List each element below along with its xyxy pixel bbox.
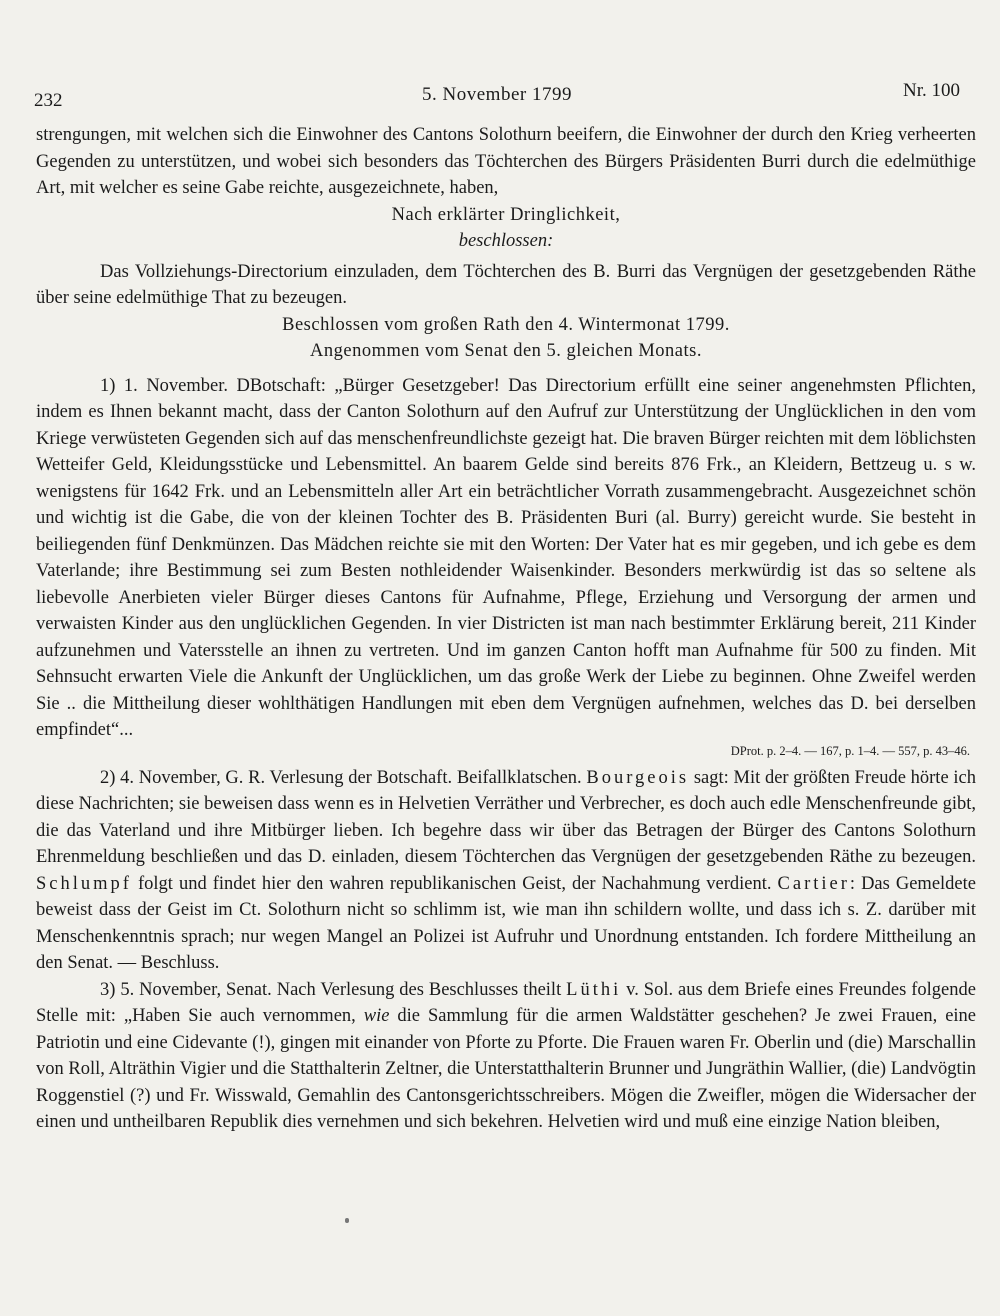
document-body: [36, 122, 976, 1136]
note-2: [36, 765, 976, 977]
note-1-text: Das Directorium erfüllt eine seiner angenehmsten Pflichten, indem es Ihnen bekannt macht, dass der Canton Solothurn auf den Aufruf zur Unterstützung der Unglücklichen in den vom Kriege verwüsteten Gegenden sich auf das menschenfreundlichste gezeigt hat. Die braven Bürger reichten mit dem löblichsten Wetteifer Geld, Kleidungsstücke und Lebensmittel. An baarem Gelde sind bereits 876 Frk., an Kleidern, Bettzeug u. s w. wenigstens für 1642 Frk. und an Lebensmitteln aller Art ein beträchtlicher Vorrath zusammengebracht. Ausgezeichnet schön und wichtig ist die Gabe, die von der kleinen Tochter des B. Präsidenten Buri (al. Burry) gereicht wurde. Sie besteht in beiliegenden fünf Denkmünzen. Das Mädchen reichte sie mit den Worten: Der Vater hat es mir gegeben, und ich gebe es dem Vaterlande; ihre Bestimmung sei zum Besten nothleidender Waisenkinder. Besonders merkwürdig ist das so seltene als liebevolle Anerbieten vieler Bürger dieses Cantons für Aufnahme, Pflege, Erziehung und Versorgung der armen und verwaisten Kinder aus den unglücklichen Gegenden. In vier Districten ist man nach bestimmter Erklärung bereit, 211 Kinder aufzunehmen und Vatersstelle an ihnen zu vertreten. Und im ganzen Canton hofft man Aufnahme für 500 zu finden. Mit Sehnsucht erwarten Viele die Ankunft der Unglücklichen, um das große Werk der Liebe zu beginnen. Ohne Zweifel werden Sie .. die Mittheilung dieser wohlthätigen Handlungen mit eben dem Vergnügen aufnehmen, welches das D. bei derselben empfindet“...: [36, 375, 976, 740]
note-3-emphasis: wie: [363, 1006, 390, 1026]
note-2-text-1: sagt: Mit der größten Freude hörte ich diese Nachrichten; sie beweisen dass wenn es in Helvetien Verräther und Verbrecher, es doch auch edle Menschenfreunde gibt, die das Vaterland und ihre Mitbürger lieben. Ich begehre dass wir über das Betragen der Bürger des Cantons Solothurn Ehrenmeldung beschließen und das D. einladen, diesem Töchterchen das Vergnügen der gesetzgebenden Räthe zu bezeugen.: [36, 767, 976, 867]
note-2-text-2: folgt und findet hier den wahren republikanischen Geist, der Nachahmung verdient.: [131, 873, 778, 894]
note-3-text-1: v. Sol. aus dem Briefe eines Freundes folgende Stelle mit: „Haben Sie auch vernommen,: [36, 979, 976, 1026]
speaker-cartier: Cartier: [777, 873, 850, 894]
urgency-line: Nach erklärter Dringlichkeit,: [391, 204, 621, 225]
note-3: [36, 977, 976, 1136]
adopted-senate: Angenommen vom Senat den 5. gleichen Monats.: [310, 341, 702, 361]
decision-continuation: strengungen, mit welchen sich die Einwohner des Cantons Solothurn beeifern, die Einwohner der durch den Krieg verheerten Gegenden zu unterstützen, und wobei sich besonders das Töchterchen des Bürgers Präsidenten Burri durch die edelmüthige Art, mit welcher es seine Gabe reichte, ausgezeichnete, haben,: [36, 125, 976, 198]
page-header: [34, 80, 960, 116]
note-3-text-2: die Sammlung für die armen Waldstätter geschehen? Je zwei Frauen, eine Patriotin und eine Cidevante (!), gingen mit einander von Pforte zu Pforte. Die Frauen waren Fr. Oberlin und (die) Marschallin von Roll, Alträthin Vigier und die Statthalterin Zeltner, die Unterstatthalterin Brunner und Jungräthin Wallier, (die) Landvögtin Roggenstiel (?) und Fr. Wisswald, Gemahlin des Cantonsgerichtsschreibers. Mögen die Zweifler, mögen die Widersacher der einen und untheilbaren Republik dies vernehmen und sich bekehren. Helvetien wird und muß eine einzige Nation bleiben,: [36, 1006, 977, 1132]
resolution-text: Das Vollziehungs-Directorium einzuladen, dem Töchterchen des B. Burri das Vergnügen der gesetzgebenden Räthe über seine edelmüthige That zu bezeugen.: [36, 261, 976, 308]
note-1-reference: DProt. p. 2–4. — 167, p. 1–4. — 557, p. 43–46.: [730, 743, 970, 758]
speaker-bourgeois: Bourgeois: [586, 767, 690, 788]
ink-speck: [345, 1218, 349, 1223]
document-number: Nr. 100: [903, 80, 960, 101]
note-3-head: 3) 5. November, Senat. Nach Verlesung des Beschlusses theilt: [100, 979, 567, 1000]
note-1-head: 1) 1. November. DBotschaft: „Bürger Gesetzgeber!: [100, 375, 509, 396]
page-number: 232: [34, 90, 63, 111]
note-2-head: 2) 4. November, G. R. Verlesung der Botschaft. Beifallklatschen.: [100, 767, 587, 788]
adopted-council: Beschlossen vom großen Rath den 4. Wintermonat 1799.: [282, 314, 730, 335]
header-date: 5. November 1799: [422, 84, 572, 105]
speaker-schlumpf: Schlumpf: [36, 873, 132, 894]
note-1: [36, 373, 976, 744]
spacer: [36, 365, 976, 373]
resolved-label: beschlossen:: [458, 231, 554, 251]
note-2-text-3: : Das Gemeldete beweist dass der Geist im Ct. Solothurn nicht so schlimm ist, wie man ihn schildern wollte, und dass ich s. Z. darüber mit Menschenkenntnis sprach; nur wegen Mangel an Polizei ist Aufruhr und Unordnung entstanden. Ich fordere Mittheilung an den Senat. — Beschluss.: [36, 873, 976, 973]
speaker-luethi: Lüthi: [566, 979, 622, 1000]
resolved-line: [36, 228, 976, 255]
